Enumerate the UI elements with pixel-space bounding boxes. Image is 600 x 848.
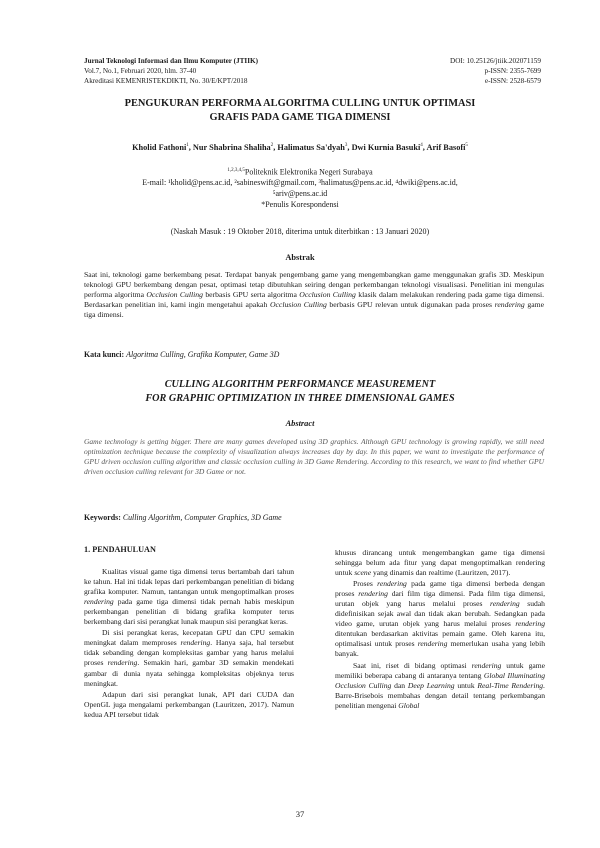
paper-title-line-1: PENGUKURAN PERFORMA ALGORITMA CULLING UNTUK OPTIMASI [124,98,476,109]
body-column-right [335,548,545,712]
author-name: Nur Shabrina Shaliha [192,143,271,152]
author-sup: 4 [420,143,423,149]
author-sup: 3 [344,143,348,149]
body-column-left [84,545,294,721]
keywords-value: Culling Algorithm, Computer Graphics, 3D Game [122,513,282,522]
abstrak-heading: Abstrak [285,253,315,262]
journal-volume: Vol.7, No.1, Februari 2020, hlm. 37-40 [84,66,197,75]
author-list: Kholid Fathoni$^1$, Nur Shabrina Shaliha$^2$, Halimatus Sa'dyah$^3$, Dwi Kurnia Basuki$^4$, Arif Basofi$^5$ [132,143,468,152]
email-line-1: E-mail: ¹kholid@pens.ac.id, ²sabineswift@gmail.com, ³halimatus@pens.ac.id, ⁴dwiki@pens.ac.id, [142,178,458,188]
author-name: Arif Basofi [426,143,466,152]
author-sup: 1 [186,143,189,149]
email-line-2: ⁵ariv@pens.ac.id [272,189,328,199]
e-issn: e-ISSN: 2528-6579 [484,76,541,85]
keywords-label: Keywords [84,513,119,522]
page-number: 37 [295,809,305,819]
kata-kunci: Kata kunci: Algoritma Culling, Grafika Komputer, Game 3D [84,350,280,359]
paragraph: khusus dirancang untuk mengembangkan game tiga dimensi sehingga belum ada fitur yang dapat mengoptimalkan rendering untuk scene yang dinamis dan realtime (Lauritzen, 2017). [335,548,545,578]
affiliation-sup: 1,2,3,4,5 [227,168,245,173]
author-name: Halimatus Sa'dyah [277,143,345,152]
journal-accreditation: Akreditasi KEMENRISTEKDIKTI, No. 30/E/KPT/2018 [84,76,248,85]
p-issn: p-ISSN: 2355-7699 [484,66,541,75]
abstract-heading: Abstract [285,419,315,428]
institution: Politeknik Elektronika Negeri Surabaya [244,167,373,177]
english-title [60,378,540,405]
kata-kunci-label: Kata kunci [84,350,122,359]
submission-dates: (Naskah Masuk : 19 Oktober 2018, diterima untuk diterbitkan : 13 Januari 2020) [170,227,430,236]
keywords: Keywords: Culling Algorithm, Computer Graphics, 3D Game [84,513,282,522]
section-heading: 1. PENDAHULUAN [84,545,156,554]
journal-name: Jurnal Teknologi Informasi dan Ilmu Komputer (JTIIK) [84,57,258,65]
abstract-text: Game technology is getting bigger. There are many games developed using 3D graphics. Although GPU technology is growing rapidly, we still need optimization technique because the complexity of visualization always increases day by day. In this paper, we want to investigate the performance of GPU driven occlusion culling algorithm and classic occlusion culling in 3D Game Rendering. According to this research, we want to find whether GPU driven occlusion culling relevant for 3D Game or not. [84,437,544,477]
paragraph: Di sisi perangkat keras, kecepatan GPU dan CPU semakin meningkat dalam memproses rendering. Hanya saja, hal tersebut tidak sebanding dengan kompleksitas gambar yang harus melalui proses rendering. Semakin hari, gambar 3D semakin mendekati gambar di dunia nyata sehingga kompleksitas objeknya terus meningkat. [84,628,294,688]
paragraph: Adapun dari sisi perangkat lunak, API dari CUDA dan OpenGL juga mengalami perkembangan (Lauritzen, 2017). Namun kedua API tersebut tidak [84,689,294,719]
journal-header-right [450,57,541,86]
corresponding-note: *Penulis Korespondensi [261,200,339,210]
paragraph: Proses rendering pada game tiga dimensi berbeda dengan proses rendering dari film tiga dimensi. Pada film tiga dimensi, urutan objek yang harus melalui proses rendering sudah didefinisikan sejak awal dan tidak akan berubah. Sedangkan pada video game, urutan objek yang harus melalui proses rendering ditentukan berdasarkan aktivitas pemain game. Oleh karena itu, optimalisasi untuk proses rendering memerlukan usaha yang lebih banyak. [335,579,546,659]
paper-title [60,97,540,124]
doi: DOI: 10.25126/jtiik.202071159 [450,57,541,65]
author-sup: 5 [465,143,468,149]
journal-header-left [84,57,258,86]
paragraph: Saat ini, riset di bidang optimasi rendering untuk game memiliki beberapa cabang di antaranya tentang Global Illuminating Occlusion Culling dan Deep Learning untuk Real-Time Rendering. Barre-Brisebois membahas dengan detail tentang perkembangan penelitian mengenai Global [335,660,546,710]
english-title-line-2: FOR GRAPHIC OPTIMIZATION IN THREE DIMENSIONAL GAMES [145,392,455,404]
affiliation [60,166,540,211]
author-name: Dwi Kurnia Basuki [351,143,421,152]
english-title-line-1: CULLING ALGORITHM PERFORMANCE MEASUREMENT [164,379,436,390]
author-sup: 2 [270,143,274,149]
paragraph: Kualitas visual game tiga dimensi terus bertambah dari tahun ke tahun. Hal ini tidak lepas dari perkembangan penelitian di bidang grafika komputer. Namun, tantangan untuk mengoptimalkan proses rendering pada game tiga dimensi tidak pernah habis meskipun perkembangan penelitian di bidang grafika komputer terus berkembang dari sisi perangkat lunak maupun sisi perangkat keras. [84,567,294,627]
abstrak-text: Saat ini, teknologi game berkembang pesat. Terdapat banyak pengembang game yang mengembangkan game menggunakan grafis 3D. Meskipun teknologi GPU berkembang dengan pesat, optimasi tetap dibutuhkan seiring dengan perkembangan teknologi visualisasi. Penelitian ini mengulas performa algoritma Occlusion Culling berbasis GPU serta algoritma Occlusion Culling klasik dalam melakukan rendering pada game tiga dimensi. Berdasarkan penelitian ini, kami ingin mengetahui apakah Occlusion Culling berbasis GPU relevan untuk digunakan pada proses rendering game tiga dimensi. [84,270,544,320]
author-name: Kholid Fathoni [132,143,187,152]
paper-title-line-2: GRAFIS PADA GAME TIGA DIMENSI [209,111,391,123]
kata-kunci-value: Algoritma Culling, Grafika Komputer, Game 3D [126,350,280,359]
